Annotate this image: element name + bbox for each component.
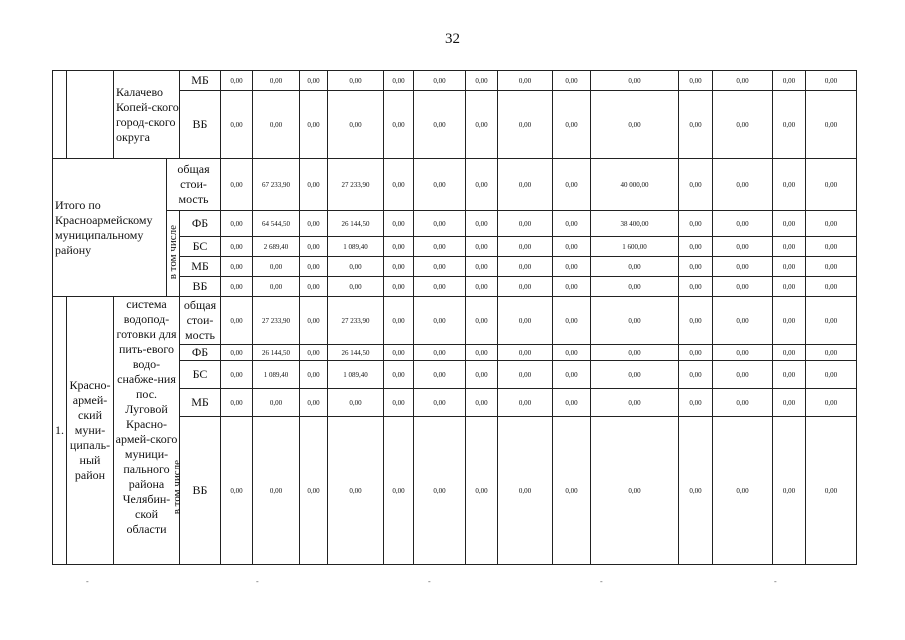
value-cell: 0,00 — [221, 91, 253, 159]
empty-cell — [53, 71, 67, 159]
fund-cell: МБ — [180, 71, 221, 91]
fund-cell: БС — [180, 237, 221, 257]
value-cell: 0,00 — [773, 389, 806, 417]
value-cell: 0,00 — [713, 345, 773, 361]
value-cell: 0,00 — [679, 417, 713, 565]
value-cell: 0,00 — [591, 361, 679, 389]
value-cell: 0,00 — [328, 277, 384, 297]
value-cell: 0,00 — [300, 211, 328, 237]
value-cell: 0,00 — [679, 211, 713, 237]
value-cell: 0,00 — [679, 345, 713, 361]
value-cell: 0,00 — [414, 71, 466, 91]
value-cell: 0,00 — [300, 159, 328, 211]
value-cell: 26 144,50 — [253, 345, 300, 361]
value-cell: 0,00 — [221, 159, 253, 211]
value-cell: 0,00 — [384, 257, 414, 277]
value-cell: 0,00 — [466, 257, 498, 277]
value-cell: 0,00 — [253, 91, 300, 159]
fund-cell: МБ — [180, 389, 221, 417]
value-cell: 38 400,00 — [591, 211, 679, 237]
fund-cell: ФБ — [180, 211, 221, 237]
value-cell: 0,00 — [466, 297, 498, 345]
vertical-group-label-project: в том числе — [171, 460, 183, 515]
fund-cell: ВБ — [180, 91, 221, 159]
value-cell: 1 089,40 — [328, 237, 384, 257]
value-cell: 0,00 — [221, 417, 253, 565]
value-cell: 0,00 — [328, 389, 384, 417]
empty-cell — [67, 71, 114, 159]
value-cell: 0,00 — [414, 277, 466, 297]
value-cell: 0,00 — [414, 297, 466, 345]
value-cell: 0,00 — [384, 389, 414, 417]
value-cell: 0,00 — [414, 417, 466, 565]
value-cell: 0,00 — [221, 71, 253, 91]
value-cell: 0,00 — [553, 159, 591, 211]
value-cell: 0,00 — [300, 345, 328, 361]
value-cell: 0,00 — [591, 257, 679, 277]
district-cell: Красно-армей-ский муни-ципаль-ный район — [67, 297, 114, 565]
value-cell: 0,00 — [773, 237, 806, 257]
fund-cell: МБ — [180, 257, 221, 277]
value-cell: 0,00 — [553, 237, 591, 257]
value-cell: 0,00 — [498, 389, 553, 417]
value-cell: 0,00 — [221, 345, 253, 361]
value-cell: 0,00 — [806, 211, 857, 237]
value-cell: 0,00 — [221, 389, 253, 417]
value-cell: 0,00 — [553, 257, 591, 277]
value-cell: 0,00 — [466, 71, 498, 91]
value-cell: 0,00 — [591, 71, 679, 91]
value-cell: 0,00 — [414, 389, 466, 417]
value-cell: 0,00 — [806, 159, 857, 211]
value-cell: 0,00 — [221, 297, 253, 345]
value-cell: 0,00 — [300, 277, 328, 297]
value-cell: 0,00 — [466, 159, 498, 211]
footer-mark: - — [774, 577, 777, 586]
row-number: 1. — [53, 297, 67, 565]
value-cell: 0,00 — [498, 345, 553, 361]
value-cell: 27 233,90 — [328, 159, 384, 211]
page-number: 32 — [445, 31, 460, 47]
value-cell: 0,00 — [553, 211, 591, 237]
value-cell: 0,00 — [773, 345, 806, 361]
value-cell: 0,00 — [221, 257, 253, 277]
fund-cell: ВБ — [180, 277, 221, 297]
value-cell: 0,00 — [498, 257, 553, 277]
value-cell: 0,00 — [300, 91, 328, 159]
value-cell: 0,00 — [414, 361, 466, 389]
value-cell: 0,00 — [466, 211, 498, 237]
value-cell: 0,00 — [679, 257, 713, 277]
value-cell: 0,00 — [553, 277, 591, 297]
value-cell: 0,00 — [414, 345, 466, 361]
value-cell: 0,00 — [253, 277, 300, 297]
value-cell: 0,00 — [553, 417, 591, 565]
value-cell: 0,00 — [679, 71, 713, 91]
value-cell: 0,00 — [679, 159, 713, 211]
total-cost-label: общая стои-мость — [167, 159, 221, 211]
value-cell: 0,00 — [328, 257, 384, 277]
value-cell: 0,00 — [328, 417, 384, 565]
value-cell: 0,00 — [253, 389, 300, 417]
value-cell: 0,00 — [806, 257, 857, 277]
value-cell: 0,00 — [414, 91, 466, 159]
value-cell: 0,00 — [773, 277, 806, 297]
value-cell: 0,00 — [498, 297, 553, 345]
value-cell: 0,00 — [414, 237, 466, 257]
value-cell: 0,00 — [221, 237, 253, 257]
value-cell: 0,00 — [384, 345, 414, 361]
value-cell: 0,00 — [498, 277, 553, 297]
value-cell: 0,00 — [713, 159, 773, 211]
object-cell: система водопод-готовки для пить-евого водо-снабже-ния пос. Луговой Красно-армей-ского муници-пального района Челябин-ской области — [114, 297, 180, 565]
fund-cell: БС — [180, 361, 221, 389]
value-cell: 0,00 — [553, 297, 591, 345]
value-cell: 0,00 — [553, 361, 591, 389]
footer-mark: - — [256, 577, 259, 586]
value-cell: 0,00 — [498, 211, 553, 237]
value-cell: 0,00 — [679, 91, 713, 159]
value-cell: 0,00 — [806, 277, 857, 297]
value-cell: 0,00 — [466, 345, 498, 361]
value-cell: 0,00 — [498, 361, 553, 389]
value-cell: 0,00 — [679, 389, 713, 417]
value-cell: 1 089,40 — [253, 361, 300, 389]
value-cell: 0,00 — [384, 237, 414, 257]
value-cell: 40 000,00 — [591, 159, 679, 211]
fund-cell: ВБ — [180, 417, 221, 565]
value-cell: 0,00 — [773, 71, 806, 91]
value-cell: 0,00 — [328, 71, 384, 91]
value-cell: 0,00 — [414, 257, 466, 277]
value-cell: 0,00 — [806, 345, 857, 361]
value-cell: 0,00 — [713, 91, 773, 159]
value-cell: 0,00 — [679, 277, 713, 297]
value-cell: 0,00 — [806, 361, 857, 389]
value-cell: 0,00 — [384, 277, 414, 297]
value-cell: 0,00 — [713, 417, 773, 565]
value-cell: 0,00 — [806, 71, 857, 91]
value-cell: 0,00 — [384, 159, 414, 211]
value-cell: 0,00 — [498, 417, 553, 565]
value-cell: 64 544,50 — [253, 211, 300, 237]
value-cell: 0,00 — [300, 389, 328, 417]
value-cell: 0,00 — [300, 361, 328, 389]
footer-mark: - — [428, 577, 431, 586]
value-cell: 0,00 — [221, 277, 253, 297]
value-cell: 0,00 — [384, 91, 414, 159]
value-cell: 0,00 — [498, 237, 553, 257]
value-cell: 0,00 — [806, 237, 857, 257]
value-cell: 0,00 — [253, 71, 300, 91]
value-cell: 0,00 — [300, 237, 328, 257]
value-cell: 0,00 — [713, 257, 773, 277]
value-cell: 0,00 — [498, 159, 553, 211]
value-cell: 26 144,50 — [328, 345, 384, 361]
total-cost-label: общая стои-мость — [180, 297, 221, 345]
value-cell: 0,00 — [466, 361, 498, 389]
value-cell: 0,00 — [591, 297, 679, 345]
value-cell: 0,00 — [679, 361, 713, 389]
value-cell: 0,00 — [466, 389, 498, 417]
value-cell: 0,00 — [553, 389, 591, 417]
value-cell: 0,00 — [466, 277, 498, 297]
value-cell: 0,00 — [773, 91, 806, 159]
value-cell: 0,00 — [221, 211, 253, 237]
value-cell: 0,00 — [384, 71, 414, 91]
fund-cell: ФБ — [180, 345, 221, 361]
value-cell: 27 233,90 — [328, 297, 384, 345]
value-cell: 1 089,40 — [328, 361, 384, 389]
value-cell: 0,00 — [498, 91, 553, 159]
value-cell: 67 233,90 — [253, 159, 300, 211]
value-cell: 0,00 — [498, 71, 553, 91]
value-cell: 0,00 — [591, 277, 679, 297]
value-cell: 0,00 — [773, 211, 806, 237]
value-cell: 0,00 — [553, 91, 591, 159]
value-cell: 0,00 — [806, 417, 857, 565]
value-cell: 0,00 — [806, 297, 857, 345]
value-cell: 0,00 — [806, 91, 857, 159]
footer-mark: - — [600, 577, 603, 586]
value-cell: 0,00 — [466, 91, 498, 159]
footer-marks — [0, 577, 905, 587]
value-cell: 0,00 — [300, 257, 328, 277]
value-cell: 0,00 — [300, 417, 328, 565]
value-cell: 0,00 — [384, 417, 414, 565]
value-cell: 0,00 — [466, 417, 498, 565]
value-cell: 0,00 — [553, 345, 591, 361]
value-cell: 0,00 — [773, 297, 806, 345]
value-cell: 1 600,00 — [591, 237, 679, 257]
value-cell: 0,00 — [384, 211, 414, 237]
value-cell: 0,00 — [328, 91, 384, 159]
value-cell: 0,00 — [713, 361, 773, 389]
value-cell: 0,00 — [679, 297, 713, 345]
value-cell: 0,00 — [713, 211, 773, 237]
value-cell: 0,00 — [806, 389, 857, 417]
vertical-group-label: в том числе — [167, 211, 180, 297]
value-cell: 0,00 — [384, 361, 414, 389]
value-cell: 0,00 — [591, 417, 679, 565]
value-cell: 0,00 — [221, 361, 253, 389]
value-cell: 0,00 — [713, 277, 773, 297]
table-row — [53, 159, 857, 211]
table-row — [53, 297, 857, 345]
value-cell: 0,00 — [253, 257, 300, 277]
table-row — [53, 71, 857, 91]
footer-mark: - — [86, 577, 89, 586]
value-cell: 0,00 — [773, 361, 806, 389]
value-cell: 27 233,90 — [253, 297, 300, 345]
value-cell: 0,00 — [414, 211, 466, 237]
value-cell: 0,00 — [773, 159, 806, 211]
value-cell: 26 144,50 — [328, 211, 384, 237]
value-cell: 0,00 — [300, 297, 328, 345]
value-cell: 0,00 — [679, 237, 713, 257]
value-cell: 0,00 — [414, 159, 466, 211]
value-cell: 0,00 — [713, 389, 773, 417]
table-row — [53, 211, 857, 237]
value-cell: 0,00 — [466, 237, 498, 257]
value-cell: 0,00 — [300, 71, 328, 91]
value-cell: 0,00 — [713, 297, 773, 345]
value-cell: 0,00 — [713, 237, 773, 257]
value-cell: 0,00 — [773, 257, 806, 277]
value-cell: 0,00 — [713, 71, 773, 91]
total-label: Итого по Красноармейскому муниципальному району — [53, 159, 167, 297]
value-cell: 0,00 — [384, 297, 414, 345]
value-cell: 0,00 — [591, 91, 679, 159]
value-cell: 0,00 — [591, 345, 679, 361]
value-cell: 0,00 — [553, 71, 591, 91]
value-cell: 2 689,40 — [253, 237, 300, 257]
value-cell: 0,00 — [591, 389, 679, 417]
value-cell: 0,00 — [253, 417, 300, 565]
object-cell: Калачево Копей-ского город-ского округа — [114, 71, 180, 159]
value-cell: 0,00 — [773, 417, 806, 565]
